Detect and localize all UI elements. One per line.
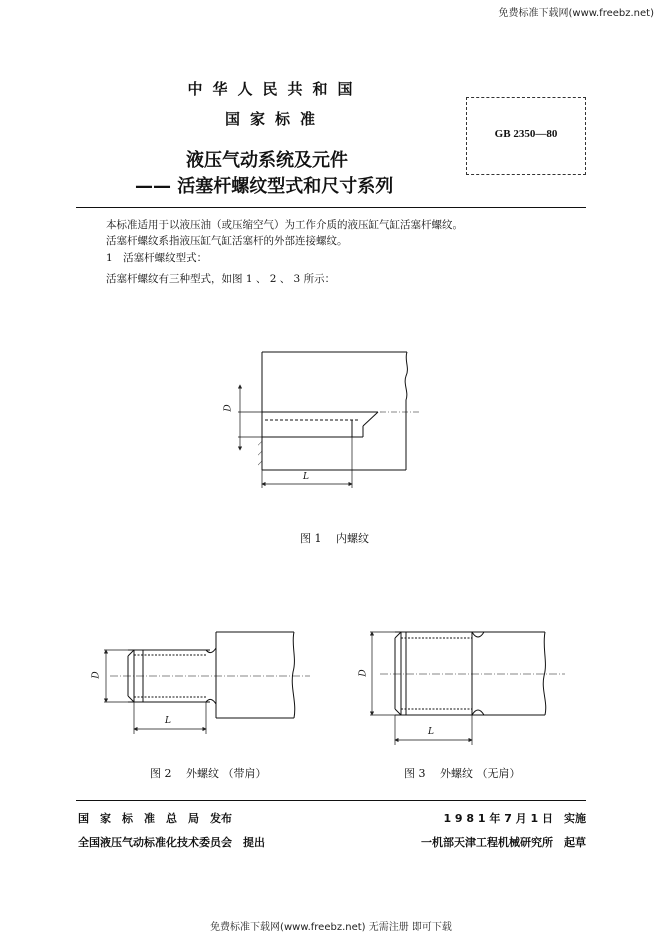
fig1-dim-d: D [223,404,234,412]
country-heading: 中华人民共和国 [187,80,363,98]
paragraph-types: 活塞杆螺纹有三种型式，如图 1 、 2 、 3 所示： [106,273,336,285]
footer-divider [76,800,586,801]
figure-1-drawing [238,352,420,488]
figure-3-caption: 图 3 外螺纹 （无肩） [404,767,521,780]
figure-1-caption: 图 1 内螺纹 [300,532,369,545]
figure-2-caption: 图 2 外螺纹 （带肩） [150,767,267,780]
footer-proposed-by: 全国液压气动标准化技术委员会 提出 [78,836,265,849]
fig2-dim-d: D [91,671,102,679]
footer-drafted-by: 一机部天津工程机械研究所 起草 [421,836,586,849]
fig3-dim-d: D [358,669,369,677]
figure-2-drawing [104,632,310,734]
footer-issued-by: 国 家 标 准 总 局 发布 [78,812,232,825]
document-title: 液压气动系统及元件 [186,150,348,171]
section-heading-1: 1 活塞杆螺纹型式： [106,252,208,264]
standard-number: GB 2350—80 [494,128,558,140]
paragraph-scope: 本标准适用于以液压油（或压缩空气）为工作介质的液压缸气缸活塞杆螺纹。 [106,219,463,231]
fig2-dim-l: L [165,716,171,726]
watermark-top: 免费标准下载网(www.freebz.net) [498,8,654,19]
figure-3-drawing [370,632,565,745]
watermark-bottom: 免费标准下载网(www.freebz.net) 无需注册 即可下载 [210,922,452,933]
document-subtitle: —— 活塞杆螺纹型式和尺寸系列 [135,176,394,197]
fig3-dim-l: L [428,727,434,737]
standard-type-heading: 国家标准 [224,110,325,128]
fig1-dim-l: L [303,472,309,482]
paragraph-definition: 活塞杆螺纹系指液压缸气缸活塞杆的外部连接螺纹。 [106,235,348,247]
footer-effective-date: 1 9 8 1 年 7 月 1 日 实施 [443,812,586,825]
